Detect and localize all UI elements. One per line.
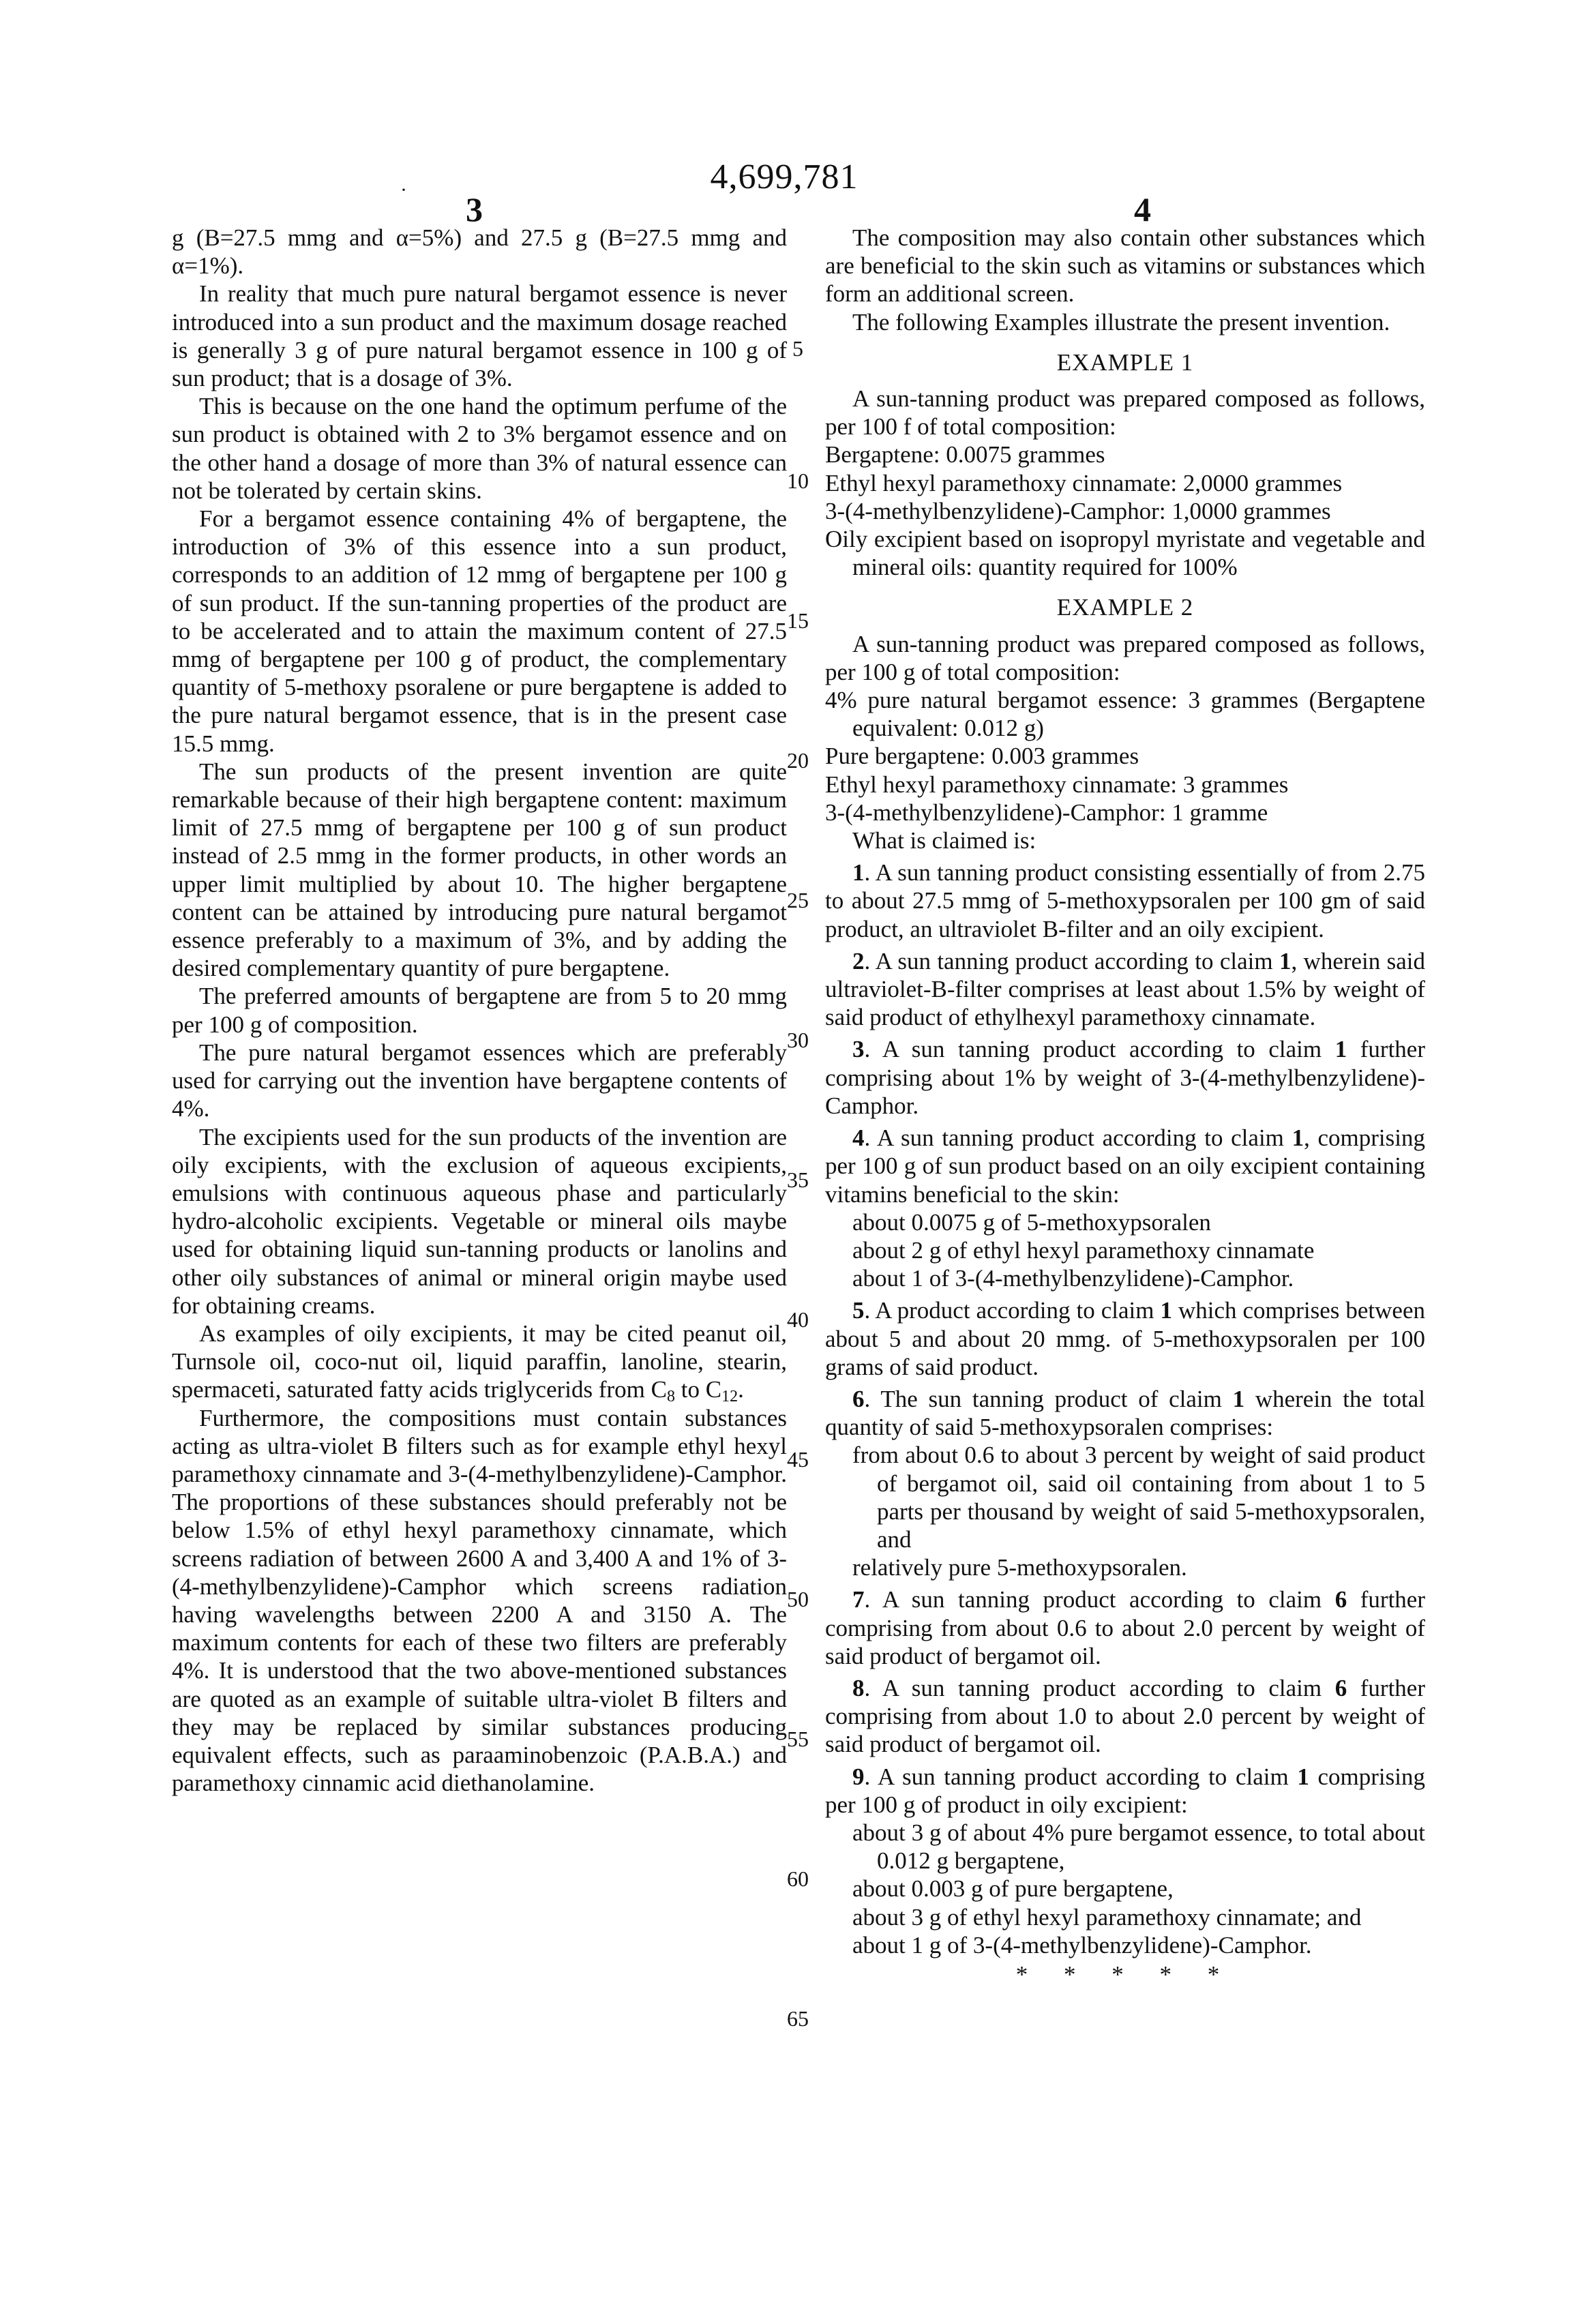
line-number: 10 [777,468,818,494]
claim-6 [825,1385,1425,1441]
claim-number: 7 [852,1586,865,1613]
example-1-item: Ethyl hexyl paramethoxy cinnamate: 2,0000 grammes [825,469,1425,497]
claim-6-item: from about 0.6 to about 3 percent by weight of said product of bergamot oil, said oil containing from about 1 to 5 parts per thousand by weight of said 5-methoxypsoralen, and [825,1441,1425,1553]
claim-text: , comprising per 100 g of sun product based on an oily excipient containing vitamins beneficial to the skin: [825,1124,1425,1207]
line-number: 35 [777,1167,818,1193]
claim-5 [825,1296,1425,1381]
claim-2 [825,947,1425,1032]
patent-page [0,0,1582,2324]
claim-3 [825,1035,1425,1120]
claim-9-item: about 3 g of about 4% pure bergamot essence, to total about 0.012 g bergaptene, [825,1819,1425,1875]
line-number: 15 [777,608,818,634]
line-number: 55 [777,1727,818,1752]
paragraph: The following Examples illustrate the present invention. [825,308,1425,336]
example-1-item: Oily excipient based on isopropyl myristate and vegetable and mineral oils: quantity required for 100% [825,525,1425,581]
claim-text: . A sun tanning product according to claim [865,1763,1298,1790]
example-1-item: 3-(4-methylbenzylidene)-Camphor: 1,0000 grammes [825,497,1425,525]
line-number: 30 [777,1028,818,1053]
claim-4-item: about 1 of 3-(4-methylbenzylidene)-Camphor. [825,1264,1425,1292]
claim-8 [825,1674,1425,1759]
line-number: 5 [777,336,818,361]
claim-text: further comprising from about 1.0 to about 2.0 percent by weight of said product of bergamot oil. [825,1675,1425,1757]
text-run: As examples of oily excipients, it may be cited peanut oil, Turnsole oil, coco-nut oil, liquid paraffin, lanoline, stearin, spermaceti, saturated fatty acids triglycerids from C [172,1320,787,1403]
claim-reference: 1 [1160,1297,1172,1324]
line-number: 65 [777,2006,818,2031]
claim-4-item: about 2 g of ethyl hexyl paramethoxy cinnamate [825,1236,1425,1264]
paragraph: For a bergamot essence containing 4% of bergaptene, the introduction of 3% of this essence into a sun product, corresponds to an addition of 12 mmg of bergaptene per 100 g of sun product. If the sun-tanning properties of the product are to be accelerated and to attain the maximum content of 27.5 mmg of bergaptene per 100 g of product, the complementary quantity of 5-methoxy psoralene or pure bergaptene is added to the pure natural bergamot essence, that is in the present case 15.5 mmg. [172,505,787,758]
line-number: 45 [777,1447,818,1472]
line-number: 50 [777,1587,818,1612]
example-1-item: Bergaptene: 0.0075 grammes [825,441,1425,468]
claim-4-item: about 0.0075 g of 5-methoxypsoralen [825,1208,1425,1236]
claim-number: 2 [852,948,865,974]
claim-number: 4 [852,1124,865,1151]
right-column [825,224,1425,1988]
claim-9-item: about 0.003 g of pure bergaptene, [825,1875,1425,1903]
line-number: 40 [777,1307,818,1332]
claim-text: . A sun tanning product according to claim [865,1124,1292,1151]
example-2-heading: EXAMPLE 2 [825,593,1425,621]
claim-reference: 1 [1233,1386,1245,1412]
paragraph-oily-excipients [172,1320,787,1404]
claim-7 [825,1585,1425,1670]
claim-text: further comprising from about 0.6 to about 2.0 percent by weight of said product of bergamot oil. [825,1586,1425,1669]
claim-number: 8 [852,1675,865,1701]
claim-text: . A sun tanning product according to claim [865,1586,1335,1613]
subscript: 8 [667,1388,675,1405]
claim-number: 5 [852,1297,865,1324]
claim-9-item: about 3 g of ethyl hexyl paramethoxy cinnamate; and [825,1903,1425,1931]
left-column-number: 3 [466,190,483,229]
claim-reference: 1 [1297,1763,1309,1790]
text-run: . [738,1376,744,1403]
example-1-intro: A sun-tanning product was prepared composed as follows, per 100 f of total composition: [825,385,1425,441]
claim-number: 1 [852,859,865,886]
claim-text: . The sun tanning product of claim [865,1386,1233,1412]
line-number: 25 [777,888,818,913]
paragraph: In reality that much pure natural bergamot essence is never introduced into a sun product and the maximum dosage reached is generally 3 g of pure natural bergamot essence in 100 g of sun product; that is a dosage of 3%. [172,280,787,392]
paragraph: The composition may also contain other substances which are beneficial to the skin such as vitamins or substances which form an additional screen. [825,224,1425,308]
claim-reference: 1 [1335,1036,1347,1062]
claim-text: which comprises between about 5 and about 20 mmg. of 5-methoxypsoralen per 100 grams of said product. [825,1297,1425,1380]
patent-number: 4,699,781 [682,157,886,197]
claim-text: . A sun tanning product consisting essentially of from 2.75 to about 27.5 mmg of 5-methoxypsoralen per 100 gm of said product, an ultraviolet B-filter and an oily excipient. [825,859,1425,942]
claim-9-item: about 1 g of 3-(4-methylbenzylidene)-Camphor. [825,1931,1425,1959]
claim-number: 3 [852,1036,865,1062]
example-2-item: Ethyl hexyl paramethoxy cinnamate: 3 grammes [825,771,1425,799]
claim-1 [825,859,1425,943]
right-column-number: 4 [1134,190,1151,229]
claim-text: . A sun tanning product according to claim [865,1036,1335,1062]
subscript: 12 [721,1388,738,1405]
claim-text: . A sun tanning product according to claim [865,1675,1335,1701]
claim-text: further comprising about 1% by weight of 3-(4-methylbenzylidene)-Camphor. [825,1036,1425,1118]
example-2-item: 4% pure natural bergamot essence: 3 grammes (Bergaptene equivalent: 0.012 g) [825,686,1425,742]
line-number: 20 [777,748,818,773]
claim-text: , wherein said ultraviolet-B-filter comprises at least about 1.5% by weight of said product of ethylhexyl paramethoxy cinnamate. [825,948,1425,1030]
end-of-document-mark: * * * * * [825,1961,1425,1988]
example-1-heading: EXAMPLE 1 [825,348,1425,376]
claims-intro: What is claimed is: [825,826,1425,854]
claim-6-item: relatively pure 5-methoxypsoralen. [825,1553,1425,1581]
paragraph: The sun products of the present invention are quite remarkable because of their high bergaptene content: maximum limit of 27.5 mmg of bergaptene per 100 g of sun product instead of 2.5 mmg in the former products, in other words an upper limit multiplied by about 10. The higher bergaptene content can be attained by introducing pure natural bergamot essence preferably to a maximum of 3%, and by adding the desired complementary quantity of pure bergaptene. [172,758,787,983]
text-run: to C [675,1376,721,1403]
paragraph: Furthermore, the compositions must contain substances acting as ultra-violet B filters such as for example ethyl hexyl paramethoxy cinnamate and 3-(4-methylbenzylidene)-Camphor. The proportions of these substances should preferably not be below 1.5% of ethyl hexyl paramethoxy cinnamate, which screens radiation of between 2600 A and 3,400 A and 1% of 3-(4-methylbenzylidene)-Camphor which screens radiation having wavelengths between 2200 A and 3150 A. The maximum contents for each of these two filters are preferably 4%. It is understood that the two above-mentioned substances are quoted as an example of suitable ultra-violet B filters and they may be replaced by similar substances producing equivalent effects, such as paraaminobenzoic (P.A.B.A.) and paramethoxy cinnamic acid diethanolamine. [172,1404,787,1798]
paragraph: This is because on the one hand the optimum perfume of the sun product is obtained with 2 to 3% bergamot essence and on the other hand a dosage of more than 3% of natural essence can not be tolerated by certain skins. [172,392,787,505]
claim-4 [825,1124,1425,1208]
left-column [172,224,787,1797]
claim-reference: 1 [1292,1124,1304,1151]
paragraph: The preferred amounts of bergaptene are from 5 to 20 mmg per 100 g of composition. [172,982,787,1038]
claim-text: . A sun tanning product according to claim [865,948,1279,974]
claim-text: comprising per 100 g of product in oily excipient: [825,1763,1425,1818]
ink-speck: · [400,179,407,202]
claim-text: wherein the total quantity of said 5-methoxypsoralen comprises: [825,1386,1425,1440]
example-2-intro: A sun-tanning product was prepared composed as follows, per 100 g of total composition: [825,630,1425,686]
line-number: 60 [777,1866,818,1892]
paragraph: The excipients used for the sun products of the invention are oily excipients, with the exclusion of aqueous excipients, emulsions with continuous aqueous phase and particularly hydro-alcoholic excipients. Vegetable or mineral oils maybe used for obtaining liquid sun-tanning products or lanolins and other oily substances of animal or mineral origin maybe used for obtaining creams. [172,1123,787,1320]
claim-reference: 6 [1335,1586,1347,1613]
claim-number: 9 [852,1763,865,1790]
example-2-item: 3-(4-methylbenzylidene)-Camphor: 1 gramme [825,799,1425,826]
claim-9 [825,1763,1425,1819]
claim-text: . A product according to claim [865,1297,1161,1324]
example-2-item: Pure bergaptene: 0.003 grammes [825,742,1425,770]
claim-reference: 1 [1279,948,1292,974]
paragraph: The pure natural bergamot essences which are preferably used for carrying out the invention have bergaptene contents of 4%. [172,1039,787,1123]
claim-reference: 6 [1335,1675,1347,1701]
claim-number: 6 [852,1386,865,1412]
paragraph: g (B=27.5 mmg and α=5%) and 27.5 g (B=27.5 mmg and α=1%). [172,224,787,280]
